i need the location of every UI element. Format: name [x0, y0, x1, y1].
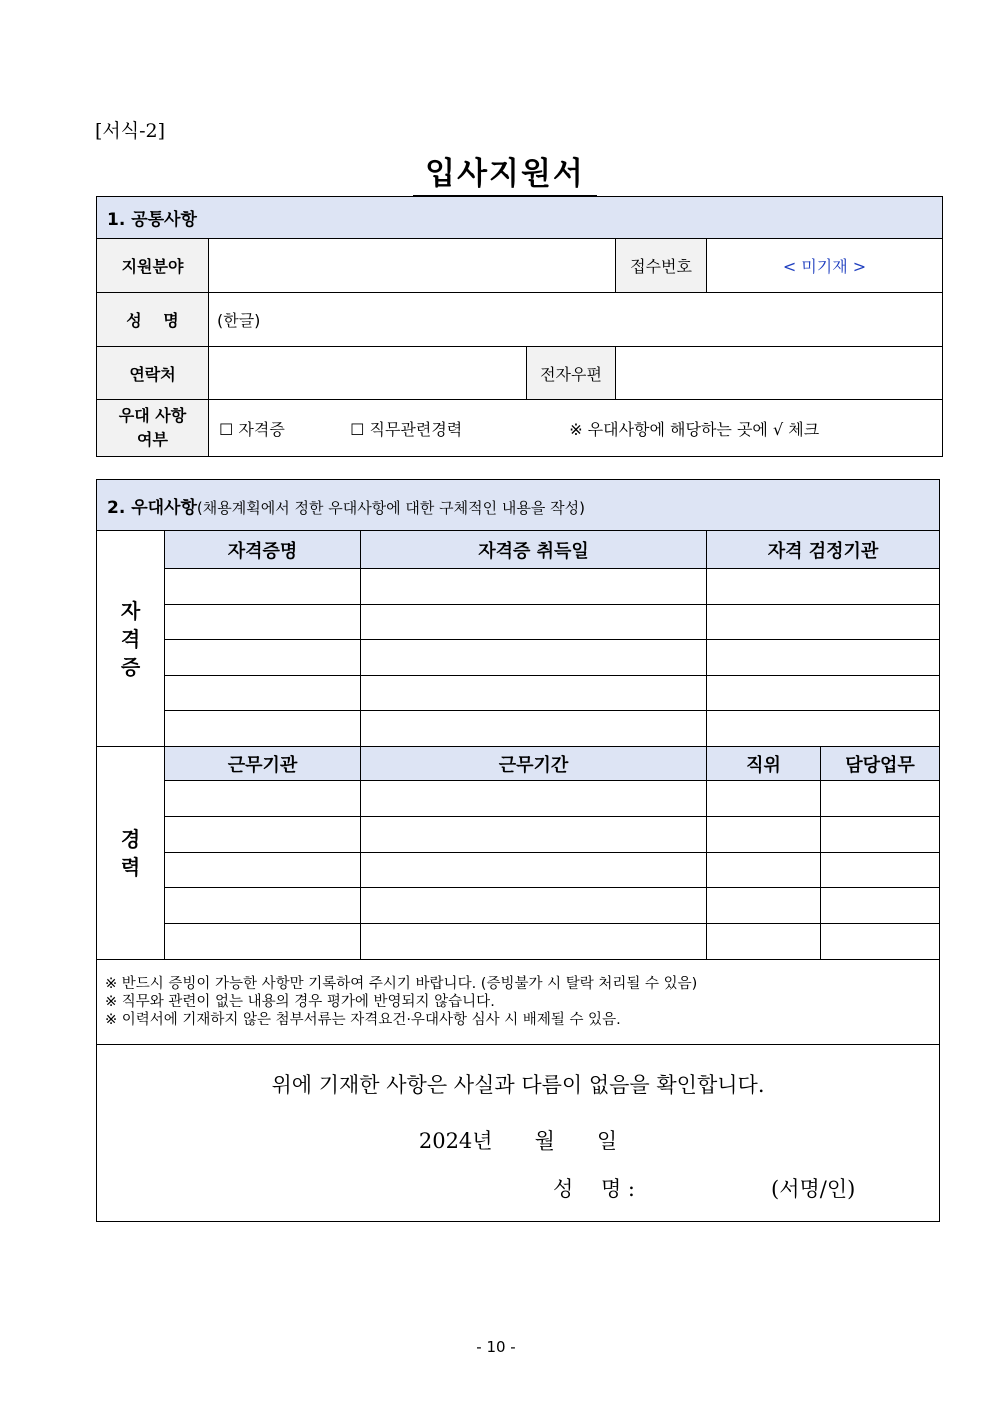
career-org-cell[interactable]: [165, 888, 361, 924]
cert-col-date: 자격증 취득일: [361, 531, 707, 569]
career-duty-cell[interactable]: [821, 853, 940, 888]
career-position-cell[interactable]: [707, 888, 821, 924]
career-position-cell[interactable]: [707, 817, 821, 853]
career-side-label: [97, 747, 165, 960]
career-side-char: 경: [120, 827, 141, 851]
cert-date-cell[interactable]: [361, 605, 707, 640]
cert-date-cell[interactable]: [361, 640, 707, 676]
cert-side-char: 격: [120, 626, 141, 651]
career-org-cell[interactable]: [165, 781, 361, 817]
email-input[interactable]: [616, 347, 943, 400]
table-row: [97, 605, 940, 640]
career-duty-cell[interactable]: [821, 781, 940, 817]
table-row: [97, 853, 940, 888]
cert-name-cell[interactable]: [165, 711, 361, 747]
cert-col-name: 자격증명: [165, 531, 361, 569]
preference-table: [96, 479, 940, 1222]
career-duty-cell[interactable]: [821, 817, 940, 853]
career-period-cell[interactable]: [361, 888, 707, 924]
signature-line: [97, 1173, 939, 1203]
confirmation-box: [97, 1045, 940, 1222]
preference-label-line2: 여부: [137, 430, 168, 449]
common-info-table: [96, 196, 943, 457]
table-row: [97, 781, 940, 817]
preference-options: [209, 400, 943, 457]
table-row: [97, 888, 940, 924]
preference-label-line1: 우대 사항: [118, 406, 187, 425]
cert-date-cell[interactable]: [361, 711, 707, 747]
career-col-position: 직위: [707, 747, 821, 781]
section1-header: 1. 공통사항: [97, 197, 943, 239]
table-row: [97, 640, 940, 676]
signature-suffix[interactable]: (서명/인): [771, 1177, 856, 1201]
career-position-cell[interactable]: [707, 853, 821, 888]
note-line: ※ 직무와 관련이 없는 내용의 경우 평가에 반영되지 않습니다.: [105, 994, 495, 1010]
cert-agency-cell[interactable]: [707, 569, 940, 605]
career-org-cell[interactable]: [165, 853, 361, 888]
cert-name-cell[interactable]: [165, 569, 361, 605]
note-line: ※ 이력서에 기재하지 않은 첨부서류는 자격요건·우대사항 심사 시 배제될 수 있음.: [105, 1012, 621, 1028]
cert-name-cell[interactable]: [165, 676, 361, 711]
confirmation-text: 위에 기재한 사항은 사실과 다름이 없음을 확인합니다.: [271, 1073, 765, 1097]
page-number: - 10 -: [476, 1338, 516, 1356]
cert-side-char: 자: [120, 598, 141, 623]
career-side-char: 력: [120, 855, 141, 879]
table-row: [97, 817, 940, 853]
career-duty-cell[interactable]: [821, 888, 940, 924]
email-label: 전자우편: [527, 347, 616, 400]
notes-box: [97, 960, 940, 1045]
table-row: [97, 924, 940, 960]
cert-agency-cell[interactable]: [707, 676, 940, 711]
section2-header: [97, 480, 940, 531]
cert-date-cell[interactable]: [361, 676, 707, 711]
career-col-org: 근무기관: [165, 747, 361, 781]
table-row: [97, 711, 940, 747]
preference-note: ※ 우대사항에 해당하는 곳에 √ 체크: [569, 419, 820, 439]
signature-label: 성 명 :: [553, 1177, 635, 1201]
page-title: 입사지원서: [413, 148, 597, 197]
cert-agency-cell[interactable]: [707, 711, 940, 747]
career-org-cell[interactable]: [165, 924, 361, 960]
section2-title: 2. 우대사항: [107, 497, 197, 518]
section2-header-note: (채용계획에서 정한 우대사항에 대한 구체적인 내용을 작성): [196, 498, 585, 517]
receipt-label: 접수번호: [616, 239, 707, 293]
form-tag: [서식-2]: [95, 120, 166, 142]
cert-date-cell[interactable]: [361, 569, 707, 605]
career-col-duty: 담당업무: [821, 747, 940, 781]
cert-name-cell[interactable]: [165, 605, 361, 640]
career-period-cell[interactable]: [361, 817, 707, 853]
contact-label: 연락처: [97, 347, 209, 400]
career-position-cell[interactable]: [707, 924, 821, 960]
cert-side-char: 증: [120, 654, 141, 679]
cert-side-label: [97, 531, 165, 747]
cert-agency-cell[interactable]: [707, 640, 940, 676]
career-org-cell[interactable]: [165, 817, 361, 853]
date-line: 2024년 월 일: [418, 1129, 618, 1153]
field-label: 지원분야: [97, 239, 209, 293]
career-col-period: 근무기간: [361, 747, 707, 781]
cert-col-agency: 자격 검정기관: [707, 531, 940, 569]
preference-label: [97, 400, 209, 457]
cert-name-cell[interactable]: [165, 640, 361, 676]
receipt-value: < 미기재 >: [707, 239, 943, 293]
name-label: 성 명: [97, 293, 209, 347]
contact-input[interactable]: [209, 347, 527, 400]
career-position-cell[interactable]: [707, 781, 821, 817]
career-period-cell[interactable]: [361, 853, 707, 888]
table-row: [97, 569, 940, 605]
career-period-cell[interactable]: [361, 924, 707, 960]
field-input[interactable]: [209, 239, 616, 293]
cert-agency-cell[interactable]: [707, 605, 940, 640]
name-input[interactable]: (한글): [209, 293, 943, 347]
career-period-cell[interactable]: [361, 781, 707, 817]
career-checkbox[interactable]: ☐ 직무관련경력: [350, 419, 463, 439]
note-line: ※ 반드시 증빙이 가능한 사항만 기록하여 주시기 바랍니다. (증빙불가 시 탈락 처리될 수 있음): [105, 976, 698, 992]
cert-checkbox[interactable]: ☐ 자격증: [219, 419, 285, 439]
table-row: [97, 676, 940, 711]
career-duty-cell[interactable]: [821, 924, 940, 960]
